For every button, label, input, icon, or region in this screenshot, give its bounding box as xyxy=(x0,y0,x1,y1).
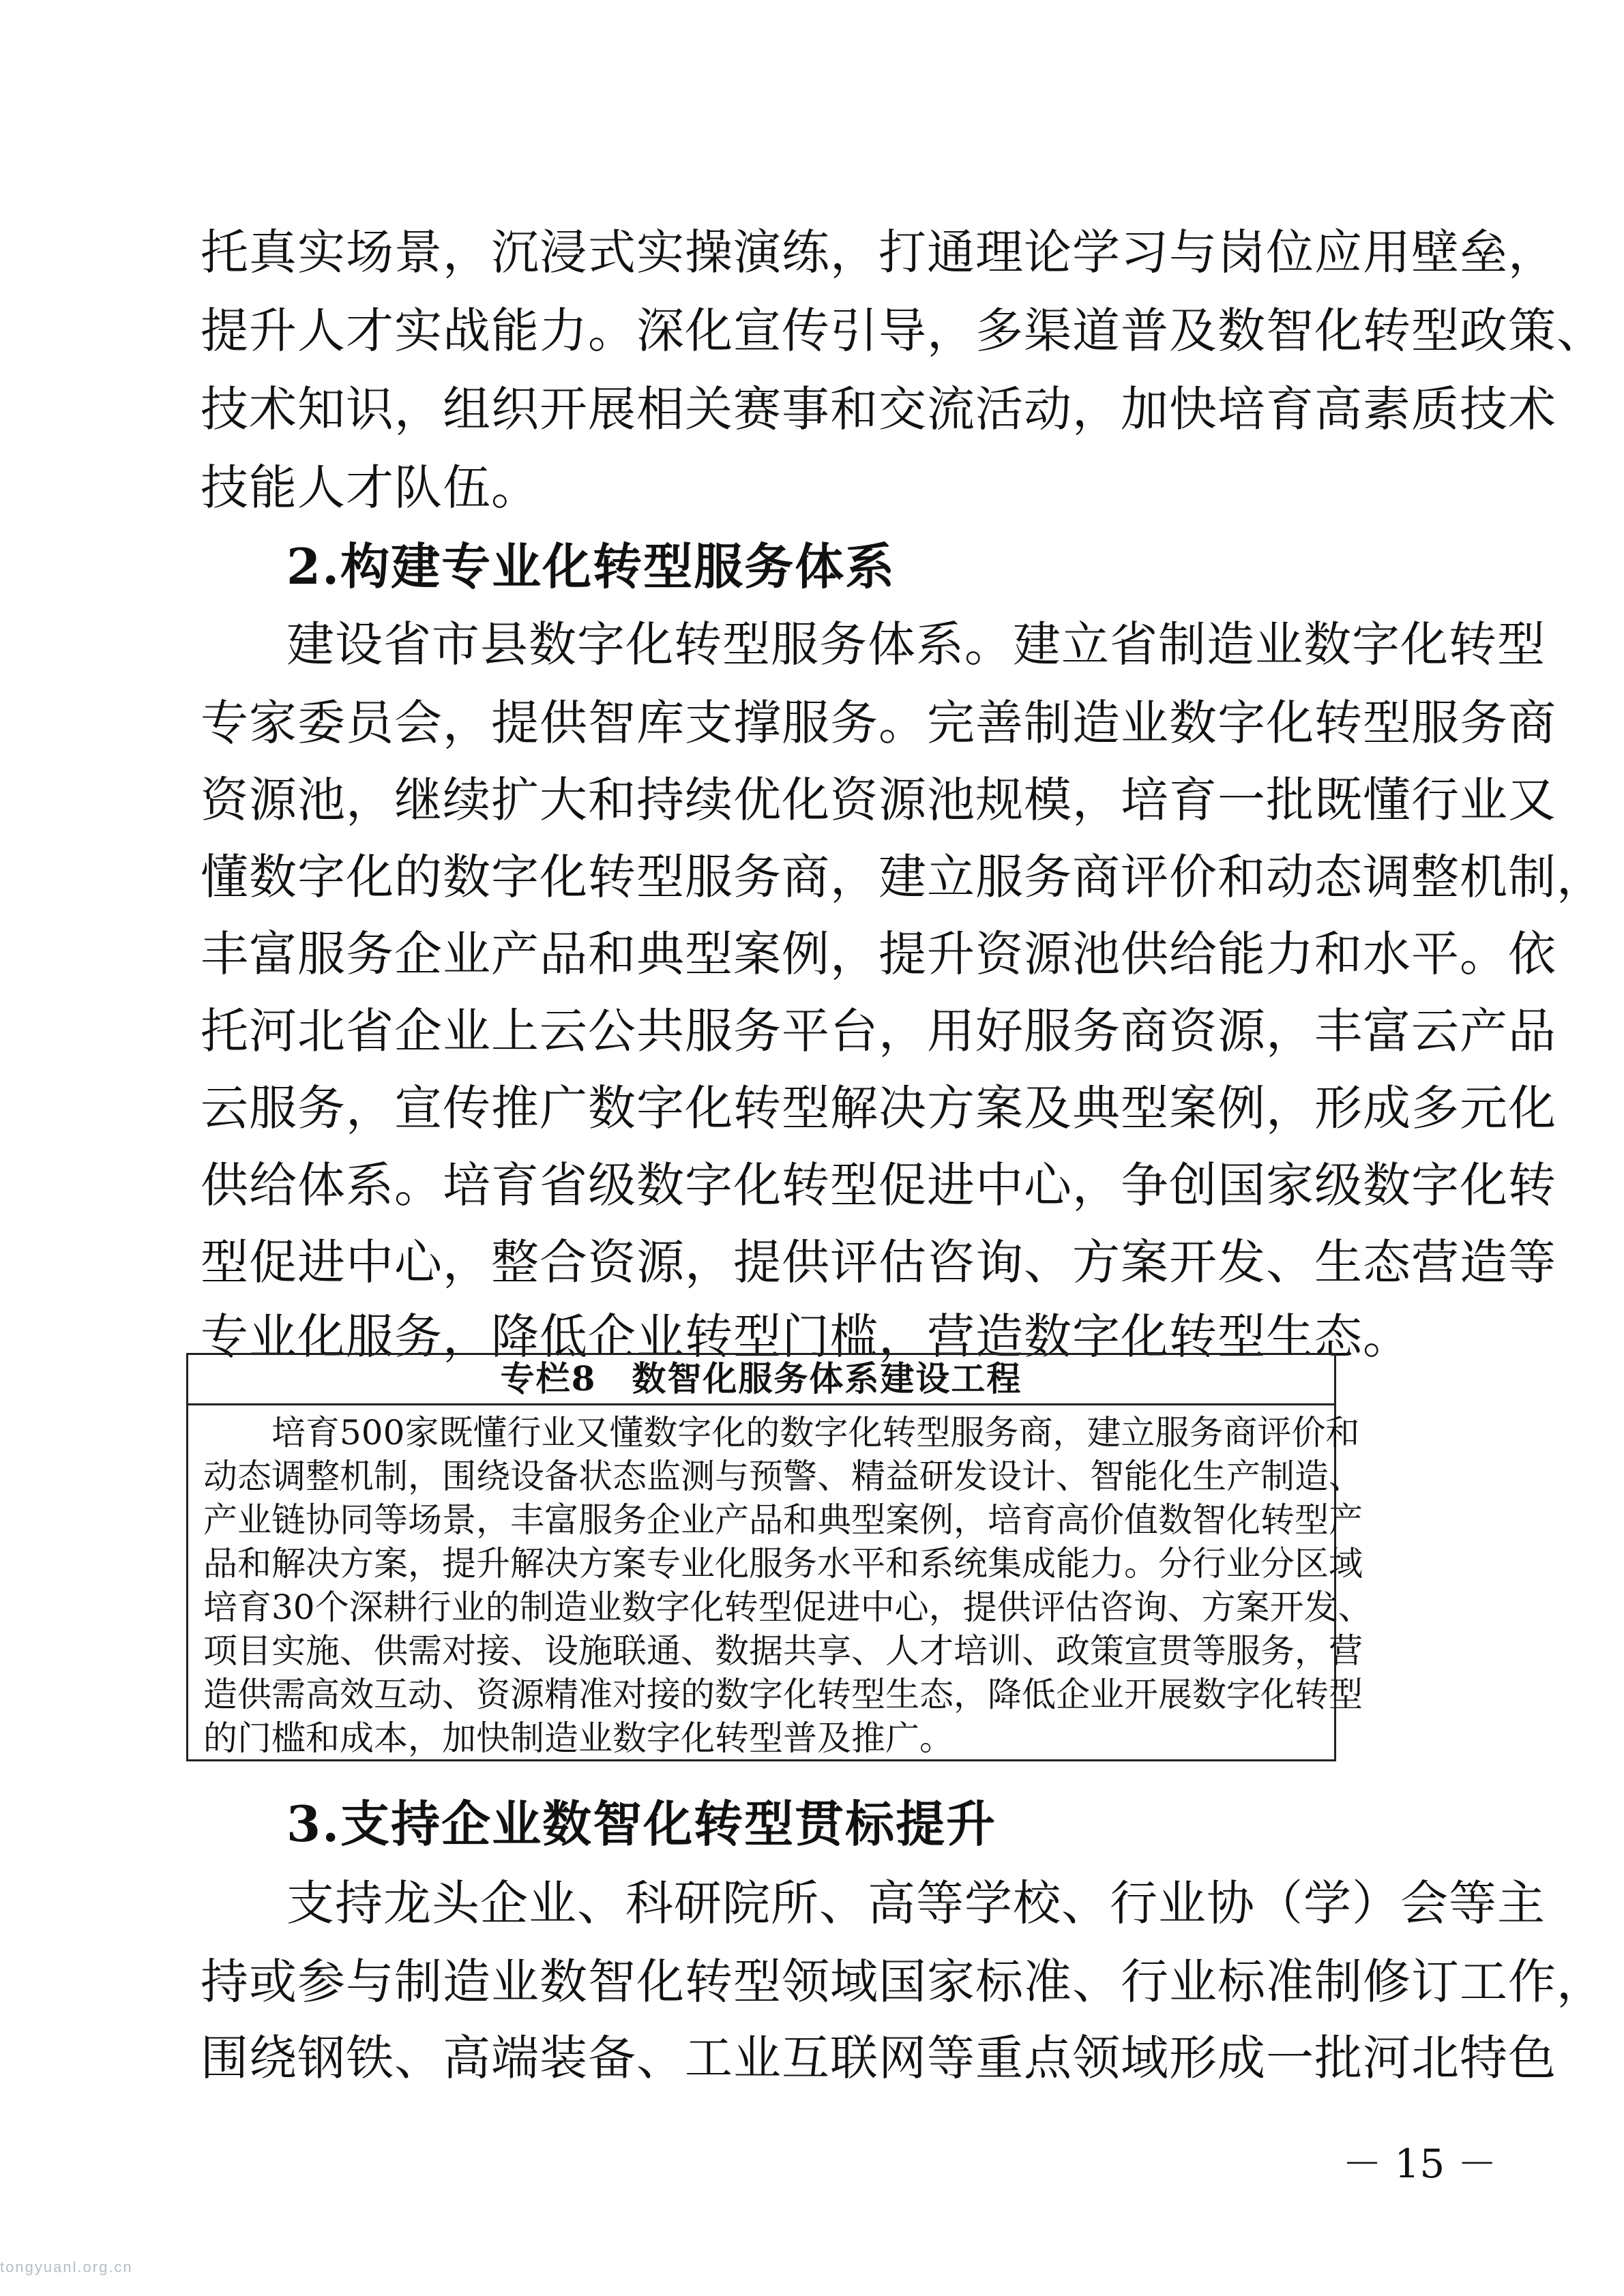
paragraph-line: 专家委员会，提供智库支撑服务。完善制造业数字化转型服务商 xyxy=(201,695,1556,751)
column-box-line: 项目实施、供需对接、设施联通、数据共享、人才培训、政策宣贯等服务，营 xyxy=(203,1631,1363,1671)
paragraph-line: 懂数字化的数字化转型服务商，建立服务商评价和动态调整机制， xyxy=(201,849,1605,905)
page-number: － 15 － xyxy=(1342,2141,1497,2187)
paragraph-line: 托河北省企业上云公共服务平台，用好服务商资源，丰富云产品 xyxy=(201,1003,1556,1059)
paragraph-line: 围绕钢铁、高端装备、工业互联网等重点领域形成一批河北特色 xyxy=(201,2030,1556,2086)
column-box-line: 动态调整机制，围绕设备状态监测与预警、精益研发设计、智能化生产制造、 xyxy=(203,1457,1363,1496)
column-box-line: 产业链协同等场景，丰富服务企业产品和典型案例，培育高价值数智化转型产 xyxy=(203,1500,1363,1540)
paragraph-line: 丰富服务企业产品和典型案例，提升资源池供给能力和水平。依 xyxy=(201,926,1556,982)
paragraph-line: 技能人才队伍。 xyxy=(201,460,540,516)
column-box-line: 培育500家既懂行业又懂数字化的数字化转型服务商，建立服务商评价和 xyxy=(271,1413,1360,1452)
paragraph-line: 资源池，继续扩大和持续优化资源池规模，培育一批既懂行业又 xyxy=(201,772,1556,828)
paragraph-line: 供给体系。培育省级数字化转型促进中心，争创国家级数字化转 xyxy=(201,1157,1556,1213)
column-box-title: 专栏8 数智化服务体系建设工程 xyxy=(188,1355,1334,1405)
watermark: tongyuanl.org.cn xyxy=(0,2258,133,2276)
column-box-line: 品和解决方案，提升解决方案专业化服务水平和系统集成能力。分行业分区域 xyxy=(203,1544,1363,1583)
column-box xyxy=(186,1353,1372,1761)
column-box-line: 的门槛和成本，加快制造业数字化转型普及推广。 xyxy=(203,1718,954,1758)
section-heading: 3.支持企业数智化转型贯标提升 xyxy=(286,1795,997,1853)
paragraph-line: 专业化服务，降低企业转型门槛，营造数字化转型生态。 xyxy=(201,1309,1411,1365)
paragraph-line: 型促进中心，整合资源，提供评估咨询、方案开发、生态营造等 xyxy=(201,1234,1556,1290)
paragraph-line: 技术知识，组织开展相关赛事和交流活动，加快培育高素质技术 xyxy=(201,381,1556,437)
paragraph-line: 支持龙头企业、科研院所、高等学校、行业协（学）会等主 xyxy=(286,1875,1546,1931)
column-box-line: 造供需高效互动、资源精准对接的数字化转型生态，降低企业开展数字化转型 xyxy=(203,1675,1363,1714)
paragraph-line: 持或参与制造业数智化转型领域国家标准、行业标准制修订工作， xyxy=(201,1954,1605,2010)
paragraph-line: 提升人才实战能力。深化宣传引导，多渠道普及数智化转型政策、 xyxy=(201,303,1605,359)
paragraph-line: 建设省市县数字化转型服务体系。建立省制造业数字化转型 xyxy=(286,616,1546,672)
section-heading: 2.构建专业化转型服务体系 xyxy=(286,537,896,595)
column-box-line: 培育30个深耕行业的制造业数字化转型促进中心，提供评估咨询、方案开发、 xyxy=(203,1587,1372,1627)
paragraph-line: 云服务，宣传推广数字化转型解决方案及典型案例，形成多元化 xyxy=(201,1080,1556,1136)
paragraph-line: 托真实场景，沉浸式实操演练，打通理论学习与岗位应用壁垒， xyxy=(201,224,1556,280)
